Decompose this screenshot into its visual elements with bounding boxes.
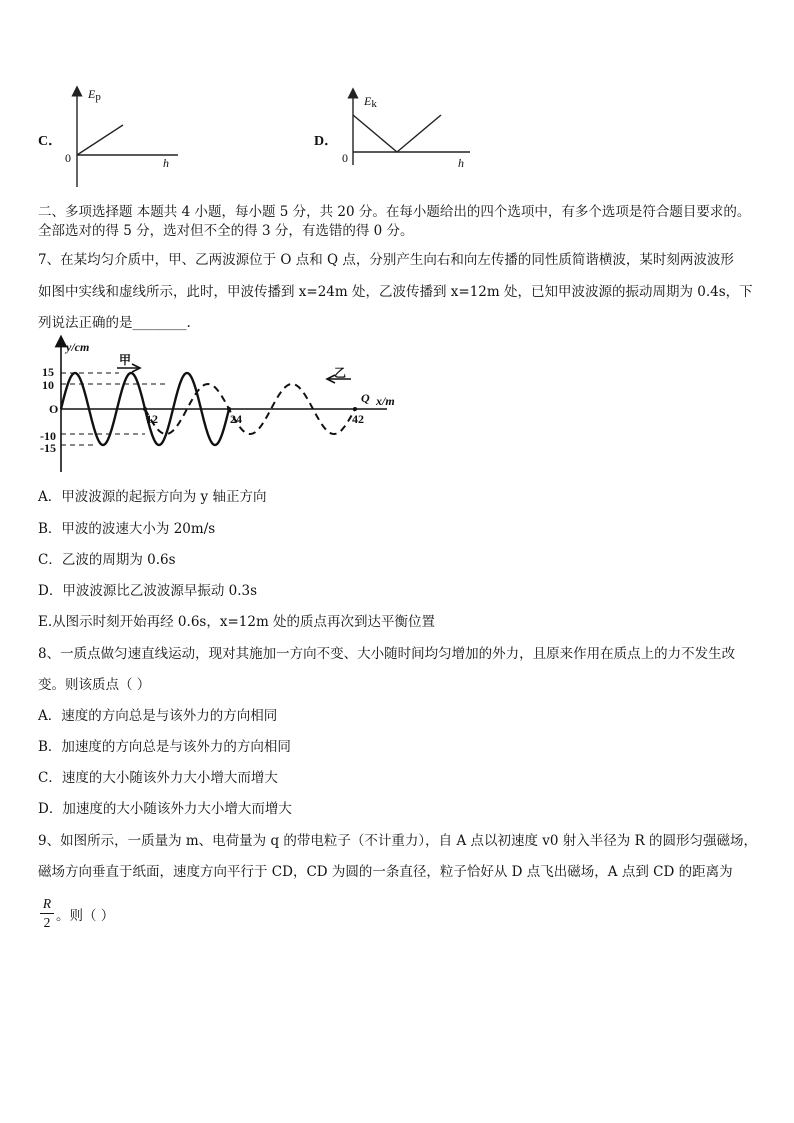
x-tick-42: 42 — [352, 412, 364, 426]
y-tick-minus-10: -10 — [40, 429, 56, 443]
wave-y-label: y/cm — [66, 340, 90, 354]
q8-option-a[interactable]: A．速度的方向总是与该外力的方向相同 — [38, 708, 278, 724]
q9-stem-line-2: 磁场方向垂直于纸面，速度方向平行于 CD，CD 为圆的一条直径，粒子恰好从 D 点飞出磁场，A 点到 CD 的距离为 — [38, 864, 733, 880]
q7-wave-figure — [35, 337, 415, 477]
q7-option-b[interactable]: B．甲波的波速大小为 20m/s — [38, 521, 216, 537]
q8-stem-line-1: 8、一质点做匀速直线运动，现对其施加一方向不变、大小随时间均匀增加的外力，且原来作用在质点上的力不发生改 — [38, 646, 736, 662]
wave-a-label: 甲 — [119, 353, 132, 367]
q7-option-d[interactable]: D．甲波波源比乙波波源早振动 0.3s — [38, 583, 258, 599]
graph-d-ek-h — [335, 85, 475, 190]
graph-c-origin: 0 — [65, 151, 71, 165]
graph-c-line — [77, 125, 123, 155]
graph-c-x-label: h — [163, 156, 169, 170]
q7-stem-line-3: 列说法正确的是________. — [38, 315, 191, 331]
q7-option-a[interactable]: A．甲波波源的起振方向为 y 轴正方向 — [38, 489, 267, 505]
q9-stem-line-1: 9、如图所示，一质量为 m、电荷量为 q 的带电粒子（不计重力），自 A 点以初速度 v0 射入半径为 R 的圆形匀强磁场， — [38, 833, 758, 849]
wave-b-label: 乙 — [334, 366, 347, 380]
q8-stem-line-2: 变。则该质点（ ） — [38, 677, 151, 693]
q7-option-c[interactable]: C．乙波的周期为 0.6s — [38, 552, 176, 568]
point-q-label: Q — [361, 391, 370, 405]
q9-fraction-denominator: 2 — [43, 915, 51, 930]
section-heading-line-1: 二、多项选择题 本题共 4 小题，每小题 5 分，共 20 分。在每小题给出的四个选项中，有多个选项是符合题目要求的。 — [38, 204, 751, 220]
origin-label: O — [49, 402, 59, 416]
graph-d-line — [353, 115, 441, 152]
q7-stem-line-1: 7、在某均匀介质中，甲、乙两波源位于 O 点和 Q 点，分别产生向右和向左传播的同性质简谐横波，某时刻两波波形 — [38, 252, 734, 268]
graph-c-y-label: Ep — [88, 87, 101, 103]
section-heading-line-2: 全部选对的得 5 分，选对但不全的得 3 分，有选错的得 0 分。 — [38, 223, 414, 239]
y-tick-10: 10 — [42, 378, 54, 392]
q7-stem-line-2: 如图中实线和虚线所示，此时，甲波传播到 x=24m 处，乙波传播到 x=12m 处，已知甲波波源的振动周期为 0.4s，下 — [38, 284, 753, 300]
q7-option-e[interactable]: E.从图示时刻开始再经 0.6s，x=12m 处的质点再次到达平衡位置 — [38, 614, 436, 630]
q8-option-c[interactable]: C．速度的大小随该外力大小增大而增大 — [38, 770, 278, 786]
y-tick-15: 15 — [42, 365, 54, 379]
x-tick-24: 24 — [230, 412, 242, 426]
graph-d-x-label: h — [458, 156, 464, 170]
q9-fraction-numerator: R — [42, 896, 52, 911]
q9-fraction — [40, 896, 54, 931]
q8-option-b[interactable]: B．加速度的方向总是与该外力的方向相同 — [38, 739, 291, 755]
y-tick-minus-15: -15 — [40, 441, 56, 455]
graph-c-ep-h — [60, 85, 180, 190]
x-tick-12: 12 — [146, 412, 158, 426]
graph-d-origin: 0 — [342, 151, 348, 165]
option-c-label: C． — [38, 134, 63, 149]
q9-stem-line-3: 。则（ ） — [56, 908, 115, 924]
wave-x-label: x/m — [376, 394, 395, 408]
q8-option-d[interactable]: D．加速度的大小随该外力大小增大而增大 — [38, 801, 292, 817]
graph-d-y-label: Ek — [364, 94, 377, 110]
option-d-label: D． — [314, 134, 339, 149]
